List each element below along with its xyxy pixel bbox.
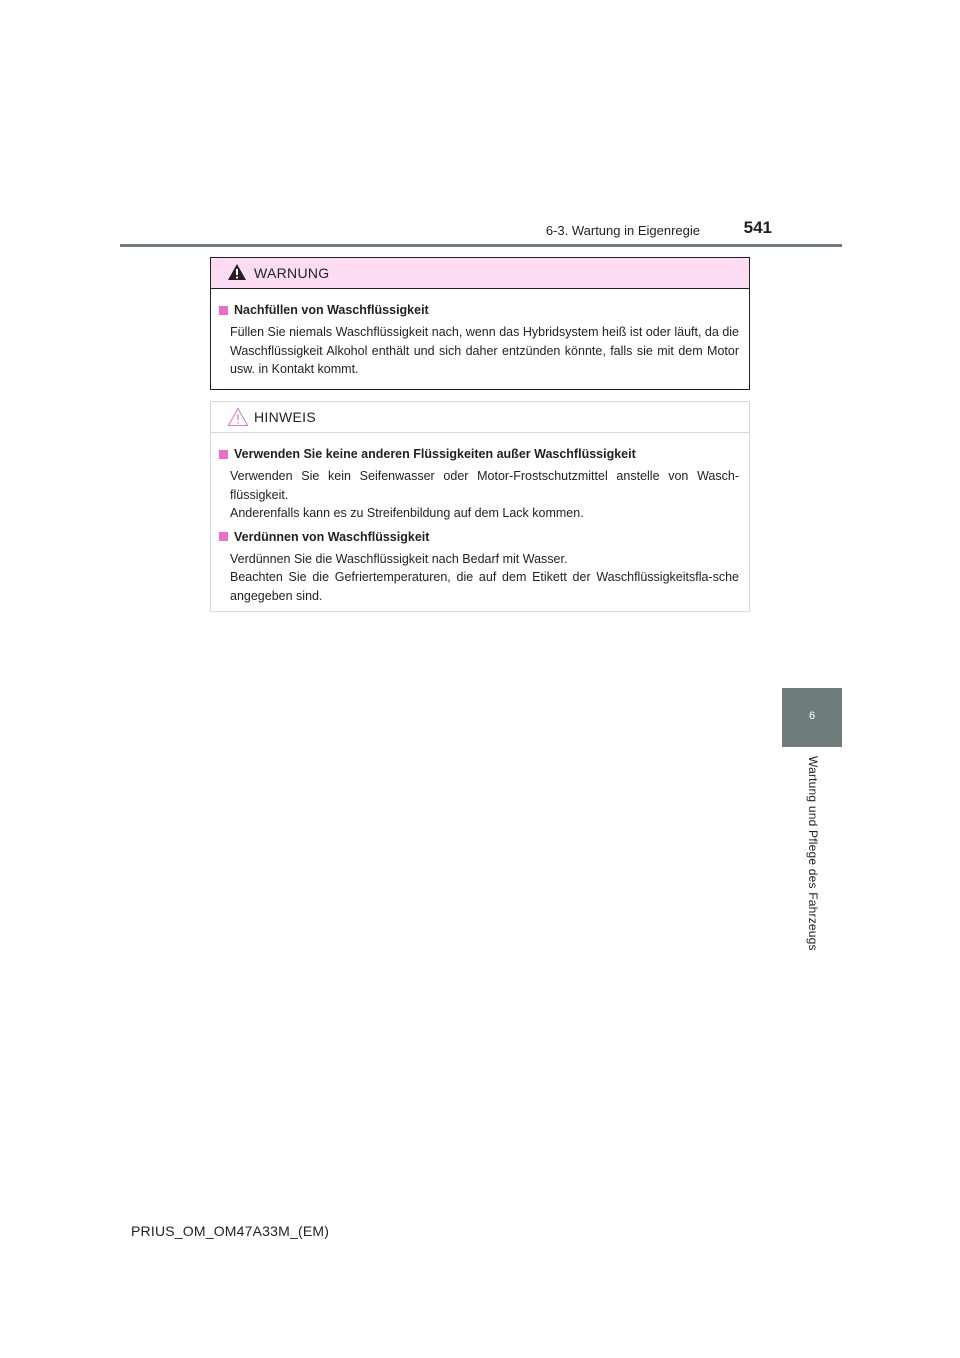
warning-item-title: Nachfüllen von Waschflüssigkeit	[219, 301, 739, 319]
hint-title: HINWEIS	[254, 409, 316, 425]
caution-triangle-outline-icon	[227, 407, 249, 427]
page-number: 541	[743, 218, 772, 237]
warning-title: WARNUNG	[254, 265, 330, 281]
chapter-tab	[782, 688, 842, 747]
square-bullet-icon	[219, 532, 228, 541]
hint-item-text: Verdünnen Sie die Waschflüssigkeit nach Bedarf mit Wasser. Beachten Sie die Gefriertemperaturen, die auf dem Etikett der Waschflüssigkeitsfla-sche angegeben sind.	[230, 551, 739, 603]
document-code: PRIUS_OM_OM47A33M_(EM)	[131, 1223, 330, 1239]
header-rule	[120, 244, 842, 247]
warning-box	[210, 257, 750, 390]
chapter-label: Wartung und Pflege des Fahrzeugs	[806, 756, 820, 951]
square-bullet-icon	[219, 306, 228, 315]
hint-header	[211, 402, 749, 433]
warning-body	[211, 289, 749, 379]
square-bullet-icon	[219, 450, 228, 459]
hint-box	[210, 401, 750, 612]
section-title: 6-3. Wartung in Eigenregie	[545, 223, 700, 238]
chapter-label-vertical	[796, 756, 820, 966]
chapter-number: 6	[808, 710, 816, 722]
hint-item-title: Verwenden Sie keine anderen Flüssigkeiten außer Waschflüssigkeit	[219, 445, 739, 463]
hint-body	[211, 433, 749, 605]
warning-item-text: Füllen Sie niemals Waschflüssigkeit nach, wenn das Hybridsystem heiß ist oder läuft, da die Waschflüssigkeit Alkohol enthält und sich daher entzünden könnte, falls sie mit dem Motor usw. in Kontakt kommt.	[230, 325, 739, 376]
warning-triangle-filled-icon	[227, 263, 247, 281]
page-header	[120, 216, 842, 246]
warning-header	[211, 258, 749, 289]
hint-item-title: Verdünnen von Waschflüssigkeit	[219, 528, 739, 546]
hint-item-text: Verwenden Sie kein Seifenwasser oder Motor-Frostschutzmittel anstelle von Wasch-flüssigkeit. Anderenfalls kann es zu Streifenbildung auf dem Lack kommen.	[230, 469, 739, 520]
